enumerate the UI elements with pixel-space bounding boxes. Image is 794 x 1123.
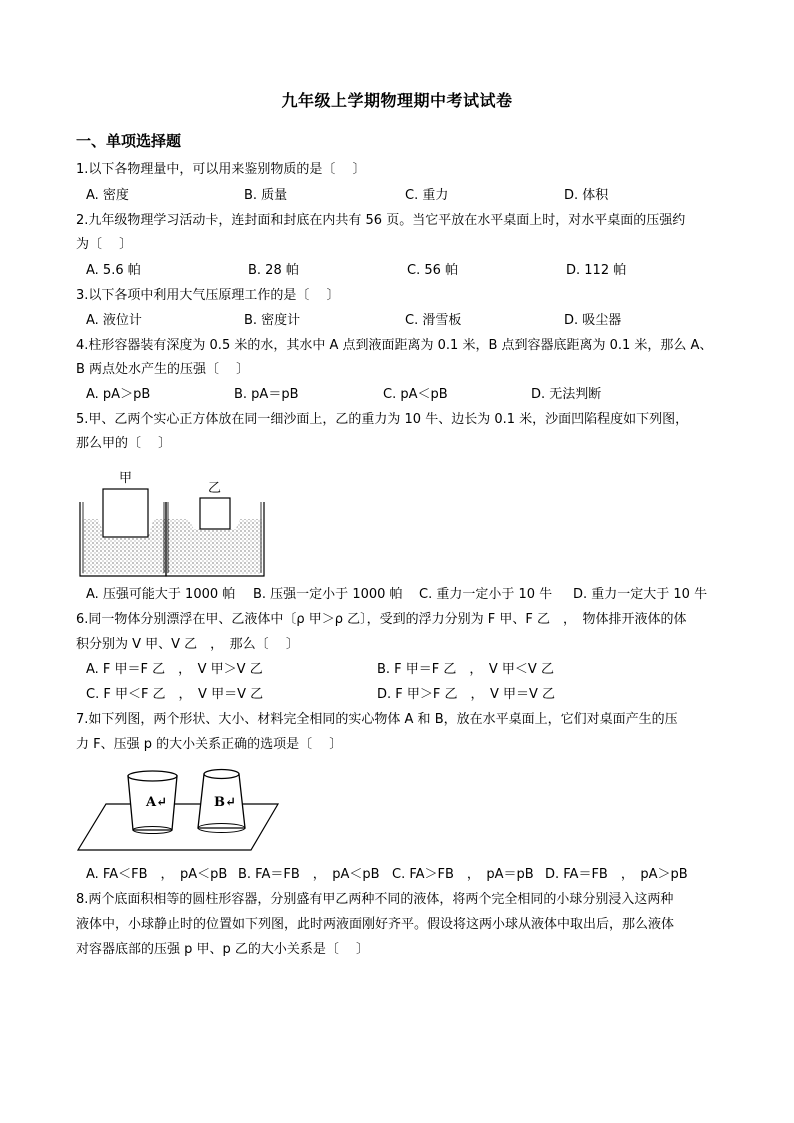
- sand-containers-figure: [76, 462, 276, 582]
- q6-option-a: A. F 甲＝F 乙 ， V 甲＞V 乙: [86, 662, 263, 677]
- q5-option-d: D. 重力一定大于 10 牛: [573, 587, 708, 602]
- q7-option-b: B. FA＝FB ， pA＜pB: [238, 867, 380, 882]
- q4-option-b: B. pA＝pB: [234, 387, 299, 402]
- q4-stem-line1: 4.柱形容器装有深度为 0.5 米的水，其水中 A 点到液面距离为 0.1 米，B 点到容器底距离为 0.1 米，那么 A、: [76, 338, 713, 353]
- q5-option-c: C. 重力一定小于 10 牛: [419, 587, 553, 602]
- q1-option-a: A. 密度: [86, 188, 129, 203]
- object-a-label: A↵: [146, 795, 167, 810]
- q4-option-c: C. pA＜pB: [383, 387, 448, 402]
- q2-stem-line2: 为〔 〕: [76, 237, 133, 252]
- q4-stem-line2: B 两点处水产生的压强〔 〕: [76, 362, 250, 377]
- q8-stem-line2: 液体中，小球静止时的位置如下列图，此时两液面刚好齐平。假设将这两小球从液体中取出后，那么液体: [76, 917, 675, 932]
- q7-option-a: A. FA＜FB ， pA＜pB: [86, 867, 228, 882]
- q6-stem-line2: 积分别为 V 甲、V 乙 ， 那么〔 〕: [76, 637, 299, 652]
- q5-stem-line1: 5.甲、乙两个实心正方体放在同一细沙面上，乙的重力为 10 牛、边长为 0.1 米，沙面凹陷程度如下列图，: [76, 412, 689, 427]
- q1-option-c: C. 重力: [405, 188, 449, 203]
- q1-stem: 1.以下各物理量中，可以用来鉴别物质的是〔 〕: [76, 162, 366, 177]
- table-surface: [78, 804, 278, 850]
- page-title: 九年级上学期物理期中考试试卷: [281, 91, 513, 110]
- q6-stem-line1: 6.同一物体分别漂浮在甲、乙液体中〔ρ 甲＞ρ 乙〕，受到的浮力分别为 F 甲、F 乙 ， 物体排开液体的体: [76, 612, 687, 627]
- q6-option-c: C. F 甲＜F 乙 ， V 甲＝V 乙: [86, 687, 264, 702]
- q5-option-a: A. 压强可能大于 1000 帕: [86, 587, 236, 602]
- q7-option-c: C. FA＞FB ， pA＝pB: [392, 867, 534, 882]
- q1-option-b: B. 质量: [244, 188, 288, 203]
- cube-yi-label: 乙: [208, 481, 222, 496]
- q2-option-b: B. 28 帕: [248, 263, 299, 278]
- cups-on-table-figure: [76, 764, 286, 854]
- q2-option-c: C. 56 帕: [407, 263, 459, 278]
- cube-jia: [103, 489, 148, 537]
- q2-stem-line1: 2.九年级物理学习活动卡，连封面和封底在内共有 56 页。当它平放在水平桌面上时，对水平桌面的压强约: [76, 213, 686, 228]
- q8-stem-line3: 对容器底部的压强 p 甲、p 乙的大小关系是〔 〕: [76, 942, 370, 957]
- cube-jia-label: 甲: [119, 471, 133, 486]
- q3-option-b: B. 密度计: [244, 313, 301, 328]
- q3-stem: 3.以下各项中利用大气压原理工作的是〔 〕: [76, 288, 340, 303]
- q7-option-d: D. FA＝FB ， pA＞pB: [545, 867, 688, 882]
- q7-stem-line1: 7.如下列图，两个形状、大小、材料完全相同的实心物体 A 和 B，放在水平桌面上，它们对桌面产生的压: [76, 712, 678, 727]
- q2-option-a: A. 5.6 帕: [86, 263, 141, 278]
- q5-stem-line2: 那么甲的〔 〕: [76, 436, 172, 451]
- q5-option-b: B. 压强一定小于 1000 帕: [253, 587, 403, 602]
- q4-option-a: A. pA＞pB: [86, 387, 151, 402]
- q3-option-a: A. 液位计: [86, 313, 142, 328]
- q8-stem-line1: 8.两个底面积相等的圆柱形容器，分别盛有甲乙两种不同的液体，将两个完全相同的小球分别浸入这两种: [76, 892, 674, 907]
- cube-yi: [200, 498, 230, 529]
- q4-option-d: D. 无法判断: [531, 387, 602, 402]
- q3-option-c: C. 滑雪板: [405, 313, 462, 328]
- q3-option-d: D. 吸尘器: [564, 313, 622, 328]
- q2-option-d: D. 112 帕: [566, 263, 627, 278]
- object-b-label: B↵: [214, 795, 236, 810]
- section-heading: 一、单项选择题: [76, 132, 182, 150]
- q1-option-d: D. 体积: [564, 188, 609, 203]
- q6-option-b: B. F 甲＝F 乙 ， V 甲＜V 乙: [377, 662, 554, 677]
- q7-stem-line2: 力 F、压强 p 的大小关系正确的选项是〔 〕: [76, 737, 343, 752]
- q6-option-d: D. F 甲＞F 乙 ， V 甲＝V 乙: [377, 687, 556, 702]
